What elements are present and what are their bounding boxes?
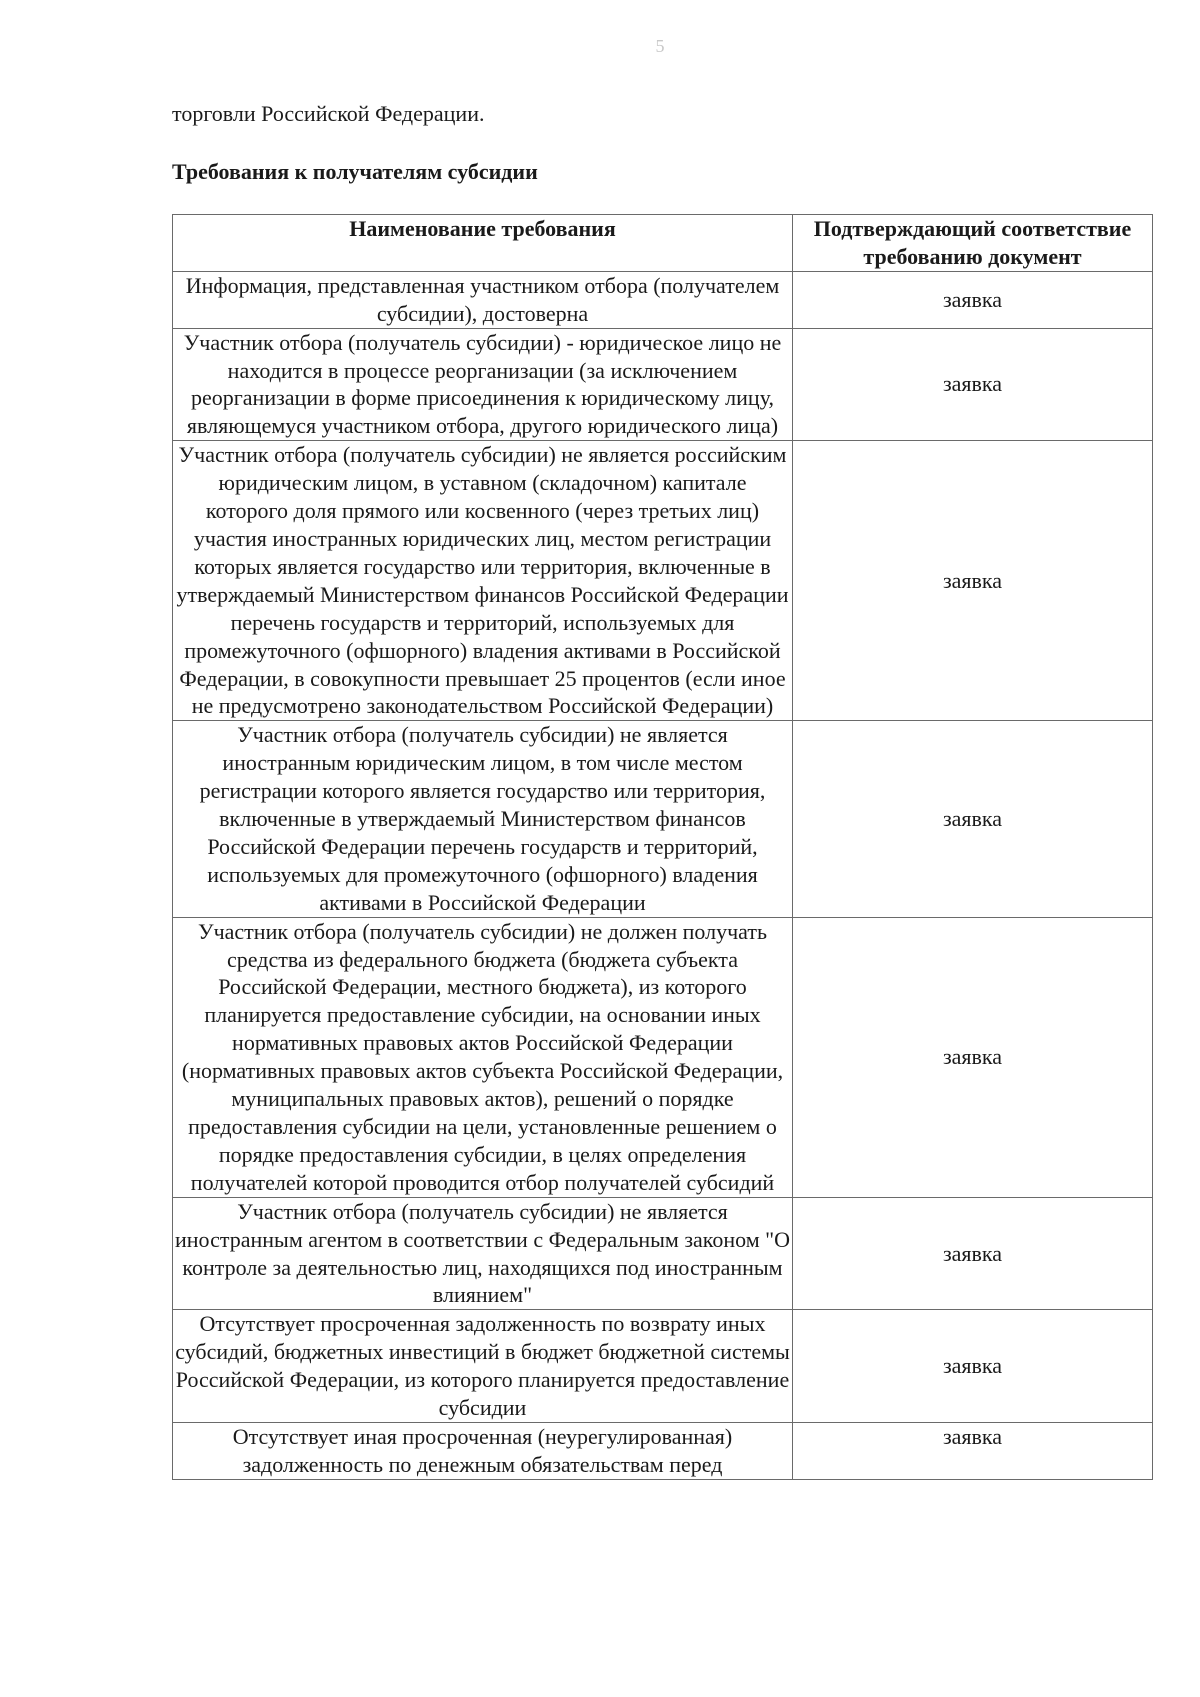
requirement-cell: Отсутствует просроченная задолженность по возврату иных субсидий, бюджетных инвестиций в бюджет бюджетной системы Российской Федерации, из которого планируется предоставление субсидии bbox=[173, 1310, 793, 1423]
table-row bbox=[173, 1197, 1153, 1310]
requirement-cell: Участник отбора (получатель субсидии) не является иностранным юридическим лицом, в том числе местом регистрации которого является государство или территория, включенные в утверждаемый Министерством финансов Российской Федерации перечень государств и территорий, используемых для промежуточного (офшорного) владения активами в Российской Федерации bbox=[173, 721, 793, 917]
requirements-table bbox=[172, 214, 1153, 1480]
section-title: Требования к получателям субсидии bbox=[172, 159, 538, 184]
document-cell: заявка bbox=[793, 917, 1153, 1197]
requirement-cell: Участник отбора (получатель субсидии) не должен получать средства из федерального бюджета (бюджета субъекта Российской Федерации, местного бюджета), из которого планируется предоставление субсидии, на основании иных нормативных правовых актов Российской Федерации (нормативных правовых актов субъекта Российской Федерации, муниципальных правовых актов), решений о порядке предоставления субсидии на цели, установленные решением о порядке предоставления субсидии, в целях определения получателей которой проводится отбор получателей субсидий bbox=[173, 917, 793, 1197]
table-row bbox=[173, 441, 1153, 721]
table-row bbox=[173, 1310, 1153, 1423]
document-cell: заявка bbox=[793, 1310, 1153, 1423]
table-row bbox=[173, 271, 1153, 328]
page-number: 5 bbox=[655, 36, 665, 56]
document-cell: заявка bbox=[793, 441, 1153, 721]
requirement-cell: Отсутствует иная просроченная (неурегулированная) задолженность по денежным обязательствам перед bbox=[173, 1422, 793, 1479]
header-confirming-document: Подтверждающий соответствие требованию документ bbox=[793, 215, 1153, 272]
header-requirement-name: Наименование требования bbox=[173, 215, 793, 272]
document-cell: заявка bbox=[793, 271, 1153, 328]
document-cell: заявка bbox=[793, 328, 1153, 441]
requirement-cell: Участник отбора (получатель субсидии) - юридическое лицо не находится в процессе реорганизации (за исключением реорганизации в форме присоединения к юридическому лицу, являющемуся участником отбора, другого юридического лица) bbox=[173, 328, 793, 441]
table-header-row bbox=[173, 215, 1153, 272]
requirement-cell: Информация, представленная участником отбора (получателем субсидии), достоверна bbox=[173, 271, 793, 328]
requirement-cell: Участник отбора (получатель субсидии) не является иностранным агентом в соответствии с Федеральным законом "О контроле за деятельностью лиц, находящихся под иностранным влиянием" bbox=[173, 1197, 793, 1310]
intro-text: торговли Российской Федерации. bbox=[172, 101, 485, 126]
document-cell: заявка bbox=[793, 1422, 1153, 1479]
table-row bbox=[173, 721, 1153, 917]
table-row bbox=[173, 1422, 1153, 1479]
document-cell: заявка bbox=[793, 1197, 1153, 1310]
document-cell: заявка bbox=[793, 721, 1153, 917]
table-row bbox=[173, 328, 1153, 441]
requirement-cell: Участник отбора (получатель субсидии) не является российским юридическим лицом, в уставном (складочном) капитале которого доля прямого или косвенного (через третьих лиц) участия иностранных юридических лиц, местом регистрации которых является государство или территория, включенные в утверждаемый Министерством финансов Российской Федерации перечень государств и территорий, используемых для промежуточного (офшорного) владения активами в Российской Федерации, в совокупности превышает 25 процентов (если иное не предусмотрено законодательством Российской Федерации) bbox=[173, 441, 793, 721]
table-row bbox=[173, 917, 1153, 1197]
